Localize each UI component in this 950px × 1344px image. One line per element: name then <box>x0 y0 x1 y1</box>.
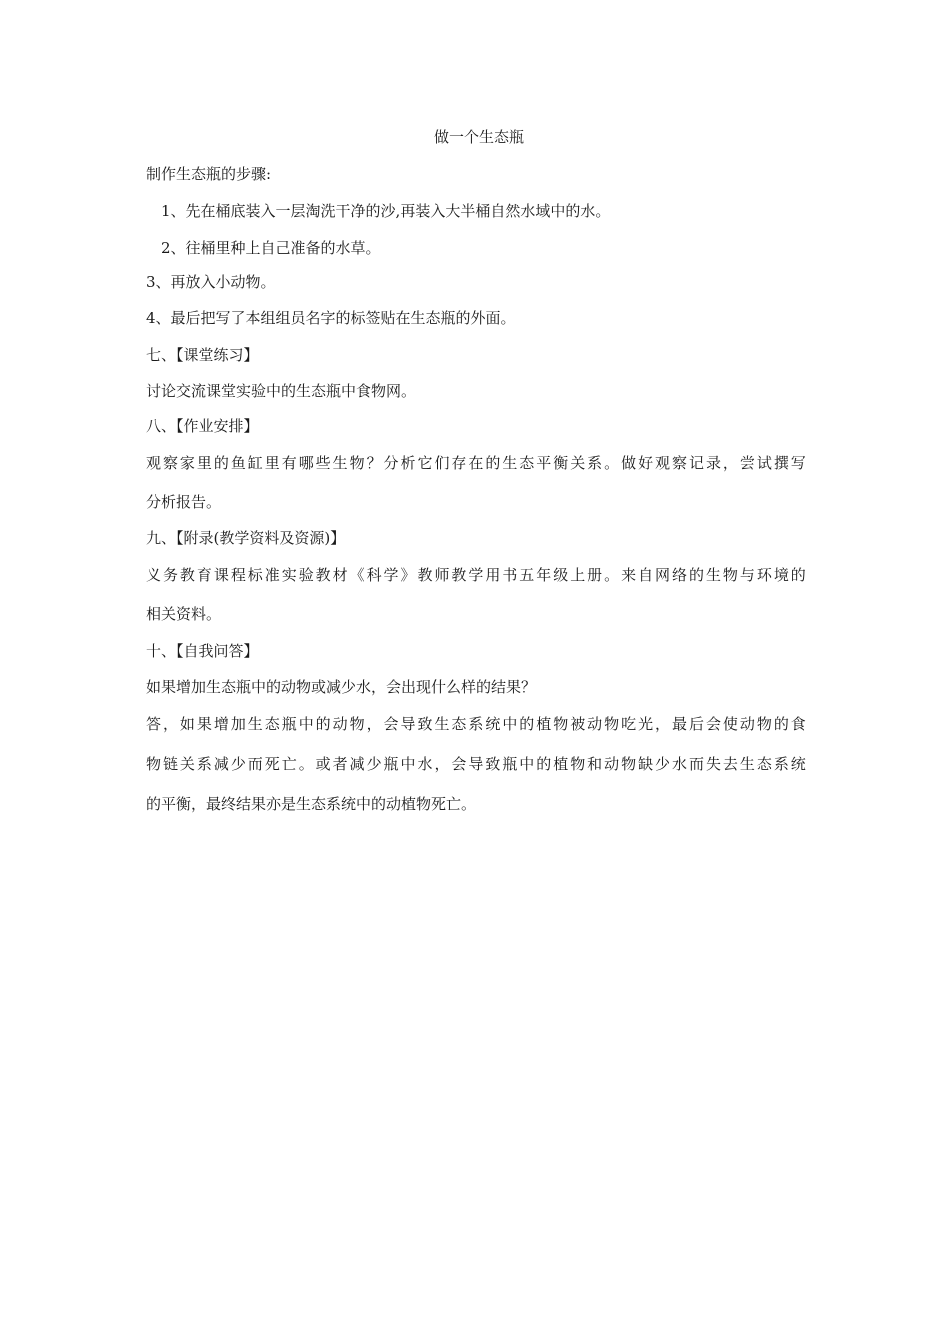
self-qa-answer-line-2: 物链关系减少而死亡。或者减少瓶中水，会导致瓶中的植物和动物缺少水而失去生态系统 <box>146 755 806 773</box>
step-2: 2、往桶里种上自己准备的水草。 <box>161 239 381 257</box>
step-1: 1、先在桶底装入一层淘洗干净的沙,再装入大半桶自然水域中的水。 <box>161 202 611 220</box>
appendix-text-line-1: 义务教育课程标准实验教材《科学》教师教学用书五年级上册。来自网络的生物与环境的 <box>146 566 806 584</box>
self-qa-question: 如果增加生态瓶中的动物或减少水，会出现什么样的结果？ <box>146 678 537 696</box>
classroom-practice-text: 讨论交流课堂实验中的生态瓶中食物网。 <box>146 382 417 400</box>
self-qa-answer-line-3: 的平衡，最终结果亦是生态系统中的动植物死亡。 <box>146 795 477 813</box>
step-4: 4、最后把写了本组组员名字的标签贴在生态瓶的外面。 <box>146 309 516 327</box>
appendix-text-line-2: 相关资料。 <box>146 605 222 623</box>
section-heading-classroom-practice: 七、【课堂练习】 <box>146 346 259 364</box>
step-3: 3、再放入小动物。 <box>146 273 276 291</box>
document-title: 做一个生态瓶 <box>433 128 524 146</box>
section-heading-homework: 八、【作业安排】 <box>146 417 259 435</box>
steps-heading: 制作生态瓶的步骤: <box>146 165 272 183</box>
homework-text-line-2: 分析报告。 <box>146 493 222 511</box>
section-heading-self-qa: 十、【自我问答】 <box>146 642 259 660</box>
self-qa-answer-line-1: 答，如果增加生态瓶中的动物，会导致生态系统中的植物被动物吃光，最后会使动物的食 <box>146 715 806 733</box>
homework-text-line-1: 观察家里的鱼缸里有哪些生物？分析它们存在的生态平衡关系。做好观察记录，尝试撰写 <box>146 454 806 472</box>
section-heading-appendix: 九、【附录(教学资料及资源)】 <box>146 529 346 547</box>
